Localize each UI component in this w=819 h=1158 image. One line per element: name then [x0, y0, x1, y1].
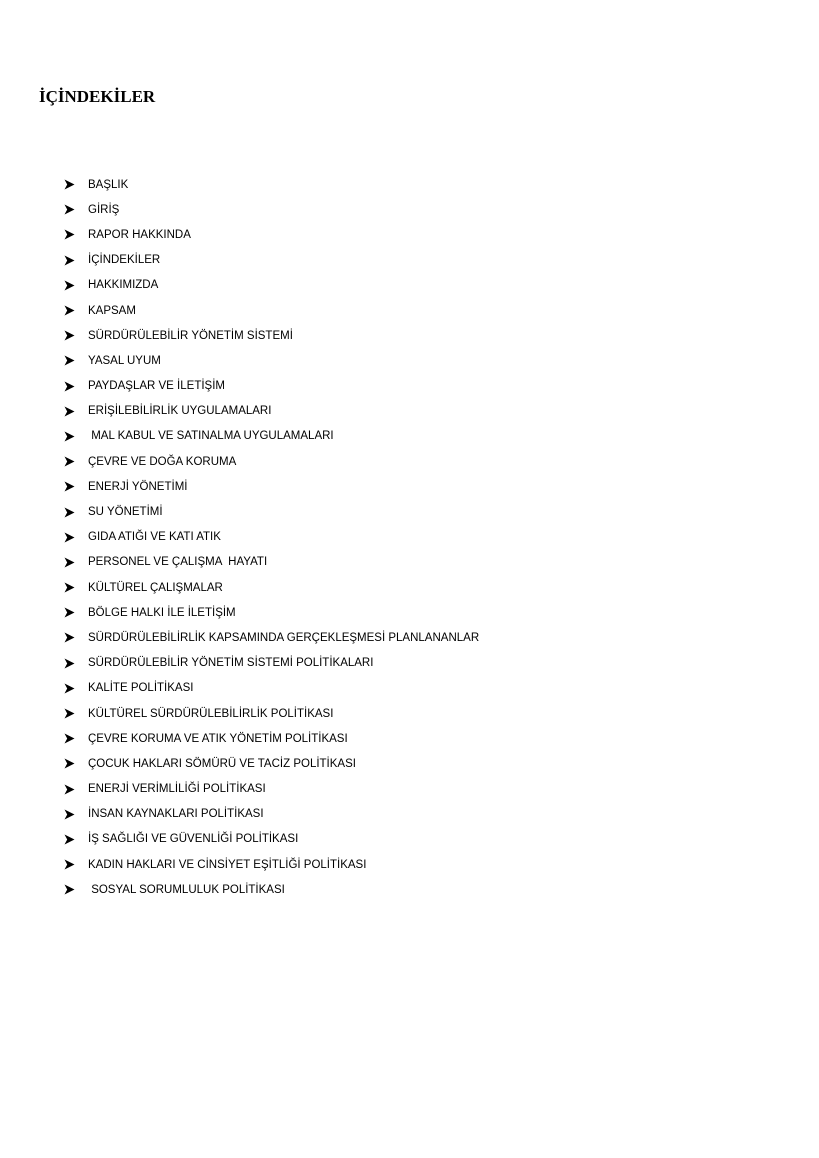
arrowhead-bullet-icon [62, 203, 76, 217]
toc-item [62, 424, 479, 449]
arrowhead-bullet-icon [62, 379, 76, 393]
arrowhead-bullet-icon [62, 656, 76, 670]
toc-item-label: GIDA ATIĞI VE KATI ATIK [88, 531, 221, 544]
toc-item-label: SÜRDÜRÜLEBİLİR YÖNETİM SİSTEMİ POLİTİKALARI [88, 657, 374, 670]
toc-item [62, 852, 479, 877]
arrowhead-bullet-icon [62, 228, 76, 242]
toc-item [62, 625, 479, 650]
arrowhead-bullet-icon [62, 606, 76, 620]
toc-item-label: SÜRDÜRÜLEBİLİR YÖNETİM SİSTEMİ [88, 329, 293, 342]
arrowhead-bullet-icon [62, 707, 76, 721]
toc-item-label: GİRİŞ [88, 203, 120, 216]
arrowhead-bullet-icon [62, 253, 76, 267]
arrowhead-bullet-icon [62, 631, 76, 645]
arrowhead-bullet-icon [62, 681, 76, 695]
toc-item-label: ÇOCUK HAKLARI SÖMÜRÜ VE TACİZ POLİTİKASI [88, 757, 356, 770]
toc-item-label: KÜLTÜREL SÜRDÜRÜLEBİLİRLİK POLİTİKASI [88, 707, 334, 720]
arrowhead-bullet-icon [62, 404, 76, 418]
arrowhead-bullet-icon [62, 429, 76, 443]
toc-item [62, 197, 479, 222]
toc-item-label: SOSYAL SORUMLULUK POLİTİKASI [88, 883, 285, 896]
toc-item [62, 222, 479, 247]
page-title: İÇİNDEKİLER [39, 87, 156, 106]
arrowhead-bullet-icon [62, 832, 76, 846]
toc-item-label: ENERJİ YÖNETİMİ [88, 480, 188, 493]
toc-item [62, 323, 479, 348]
arrowhead-bullet-icon [62, 354, 76, 368]
toc-item-label: PAYDAŞLAR VE İLETİŞİM [88, 380, 225, 393]
arrowhead-bullet-icon [62, 581, 76, 595]
toc-item-label: BÖLGE HALKI İLE İLETİŞİM [88, 606, 236, 619]
toc-item-label: ÇEVRE KORUMA VE ATIK YÖNETİM POLİTİKASI [88, 732, 348, 745]
toc-item [62, 374, 479, 399]
toc-item-label: İŞ SAĞLIĞI VE GÜVENLİĞİ POLİTİKASI [88, 833, 299, 846]
toc-item [62, 474, 479, 499]
toc-item [62, 348, 479, 373]
arrowhead-bullet-icon [62, 757, 76, 771]
toc-item-label: ENERJİ VERİMLİLİĞİ POLİTİKASI [88, 783, 266, 796]
arrowhead-bullet-icon [62, 782, 76, 796]
toc-item [62, 877, 479, 902]
toc-item [62, 449, 479, 474]
toc-item-label: KADIN HAKLARI VE CİNSİYET EŞİTLİĞİ POLİTİKASI [88, 858, 367, 871]
toc-item [62, 827, 479, 852]
arrowhead-bullet-icon [62, 807, 76, 821]
toc-item-label: YASAL UYUM [88, 354, 161, 367]
arrowhead-bullet-icon [62, 278, 76, 292]
toc-item [62, 172, 479, 197]
arrowhead-bullet-icon [62, 304, 76, 318]
toc-item [62, 499, 479, 524]
toc-item [62, 726, 479, 751]
arrowhead-bullet-icon [62, 480, 76, 494]
toc-item [62, 651, 479, 676]
toc-item [62, 273, 479, 298]
toc-item [62, 676, 479, 701]
toc-item-label: İÇİNDEKİLER [88, 254, 161, 267]
toc-item-label: SU YÖNETİMİ [88, 506, 163, 519]
toc-item-label: İNSAN KAYNAKLARI POLİTİKASI [88, 808, 264, 821]
arrowhead-bullet-icon [62, 329, 76, 343]
toc-item-label: ÇEVRE VE DOĞA KORUMA [88, 455, 237, 468]
toc-item [62, 399, 479, 424]
arrowhead-bullet-icon [62, 732, 76, 746]
toc-item-label: KÜLTÜREL ÇALIŞMALAR [88, 581, 223, 594]
toc-item [62, 802, 479, 827]
toc-item [62, 525, 479, 550]
arrowhead-bullet-icon [62, 555, 76, 569]
toc-item-label: SÜRDÜRÜLEBİLİRLİK KAPSAMINDA GERÇEKLEŞMESİ PLANLANANLAR [88, 631, 480, 644]
table-of-contents-list [62, 172, 479, 902]
toc-item [62, 298, 479, 323]
toc-item-label: BAŞLIK [88, 178, 129, 191]
toc-item-label: KAPSAM [88, 304, 136, 317]
arrowhead-bullet-icon [62, 505, 76, 519]
toc-item-label: HAKKIMIZDA [88, 279, 159, 292]
toc-item [62, 777, 479, 802]
toc-item-label: ERİŞİLEBİLİRLİK UYGULAMALARI [88, 405, 272, 418]
toc-item-label: PERSONEL VE ÇALIŞMA HAYATI [88, 556, 268, 569]
arrowhead-bullet-icon [62, 455, 76, 469]
arrowhead-bullet-icon [62, 178, 76, 192]
arrowhead-bullet-icon [62, 883, 76, 897]
toc-item [62, 751, 479, 776]
toc-item [62, 248, 479, 273]
toc-item [62, 600, 479, 625]
arrowhead-bullet-icon [62, 858, 76, 872]
toc-item [62, 575, 479, 600]
toc-item-label: MAL KABUL VE SATINALMA UYGULAMALARI [88, 430, 334, 443]
toc-item [62, 701, 479, 726]
toc-item-label: KALİTE POLİTİKASI [88, 682, 194, 695]
arrowhead-bullet-icon [62, 530, 76, 544]
toc-item-label: RAPOR HAKKINDA [88, 228, 191, 241]
toc-item [62, 550, 479, 575]
